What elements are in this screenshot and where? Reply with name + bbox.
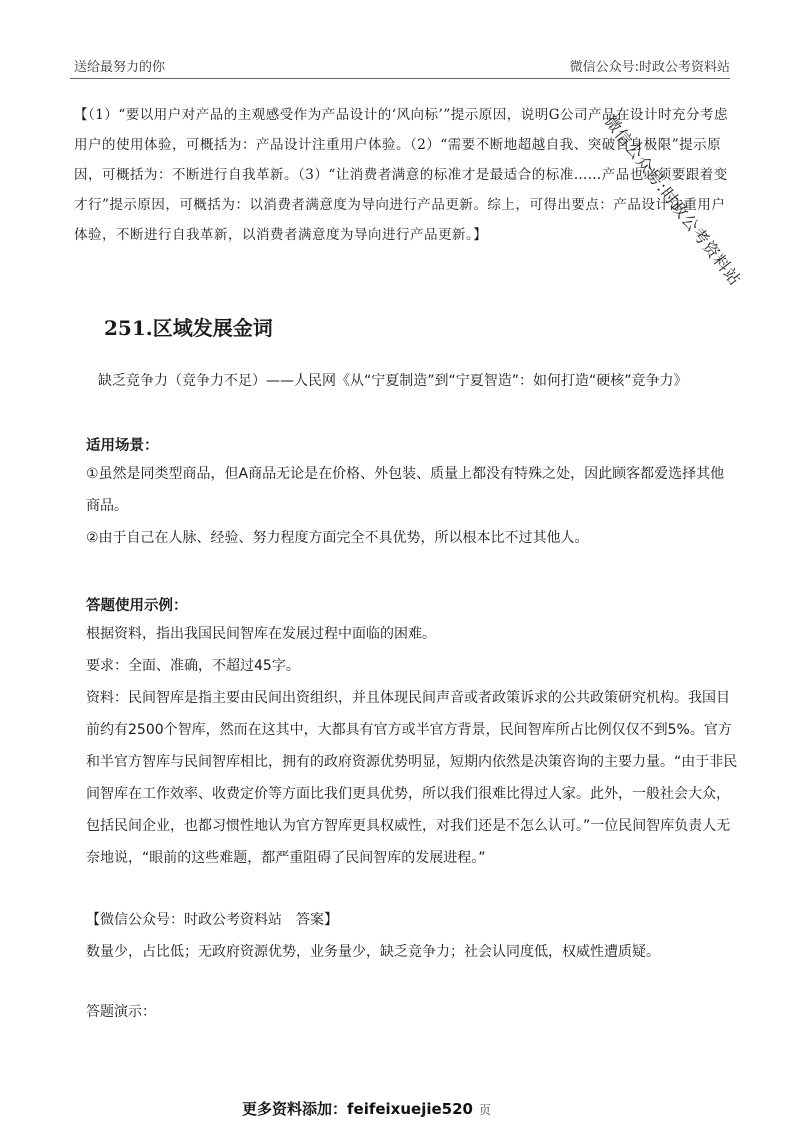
header-right-source: 微信公众号:时政公考资料站 <box>569 60 730 75</box>
watermark-text: 微信公众号:时政公考资料站 <box>600 111 746 290</box>
header-divider <box>70 78 730 79</box>
scenario-item-2: ②由于自己在人脉、经验、努力程度方面完全不具优势，所以根本比不过其他人。 <box>86 530 589 546</box>
example-material: 资料：民间智库是指主要由民间出资组织，并且体现民间声音或者政策诉求的公共政策研究机构。我国目前约有2500个智库，然而在这其中，大都具有官方或半官方背景，民间智库所占比例仅仅不到5%。官方和半官方智库与民间智库相比，拥有的政府资源优势明显，短期内依然是决策咨询的主要力量。“由于非民间智库在工作效率、收费定价等方面比我们更具优势，所以我们很难比得过人家。此外，一般社会大众，包括民间企业，也都习惯性地认为官方智库更具权威性，对我们还是不怎么认可。”一位民间智库负责人无奈地说，“眼前的这些难题，都严重阻碍了民间智库的发展进程。” <box>86 690 738 866</box>
footer-contact: 更多资料添加：feifeixuejie520 <box>242 1100 473 1118</box>
header-left-slogan: 送给最努力的你 <box>74 60 166 75</box>
answer-label: 【微信公众号：时政公考资料站 答案】 <box>86 912 338 928</box>
footer <box>242 1098 491 1119</box>
section-title: 251.区域发展金词 <box>104 316 273 340</box>
example-requirement: 要求：全面、准确，不超过45字。 <box>86 658 300 674</box>
answer-text: 数量少，占比低；无政府资源优势，业务量少，缺乏竞争力；社会认同度低，权威性遭质疑。 <box>86 944 660 960</box>
footer-page-suffix: 页 <box>478 1103 491 1117</box>
analysis-paragraph: 【（1）“要以用户对产品的主观感受作为产品设计的‘风向标’”提示原因，说明G公司产品在设计时充分考虑用户的使用体验，可概括为：产品设计注重用户体验。（2）“需要不断地超越自我、突破自身极限”提示原因，可概括为：不断进行自我革新。（3）“让消费者满意的标准才是最适合的标准……产品也必须要跟着变才行”提示原因，可概括为：以消费者满意度为导向进行产品更新。综上，可得出要点：产品设计注重用户体验，不断进行自我革新，以消费者满意度为导向进行产品更新。】 <box>74 107 729 243</box>
key-term-line: 缺乏竞争力（竞争力不足）——人民网《从“宁夏制造”到“宁夏智造”：如何打造“硬核”竞争力》 <box>98 373 688 389</box>
scenarios-heading: 适用场景： <box>86 438 159 454</box>
demo-label: 答题演示： <box>86 1004 156 1020</box>
example-heading: 答题使用示例： <box>86 598 188 614</box>
scenario-item-1: ①虽然是同类型商品，但A商品无论是在价格、外包装、质量上都没有特殊之处，因此顾客都爱选择其他商品。 <box>86 466 725 514</box>
example-question: 根据资料，指出我国民间智库在发展过程中面临的困难。 <box>86 626 436 642</box>
